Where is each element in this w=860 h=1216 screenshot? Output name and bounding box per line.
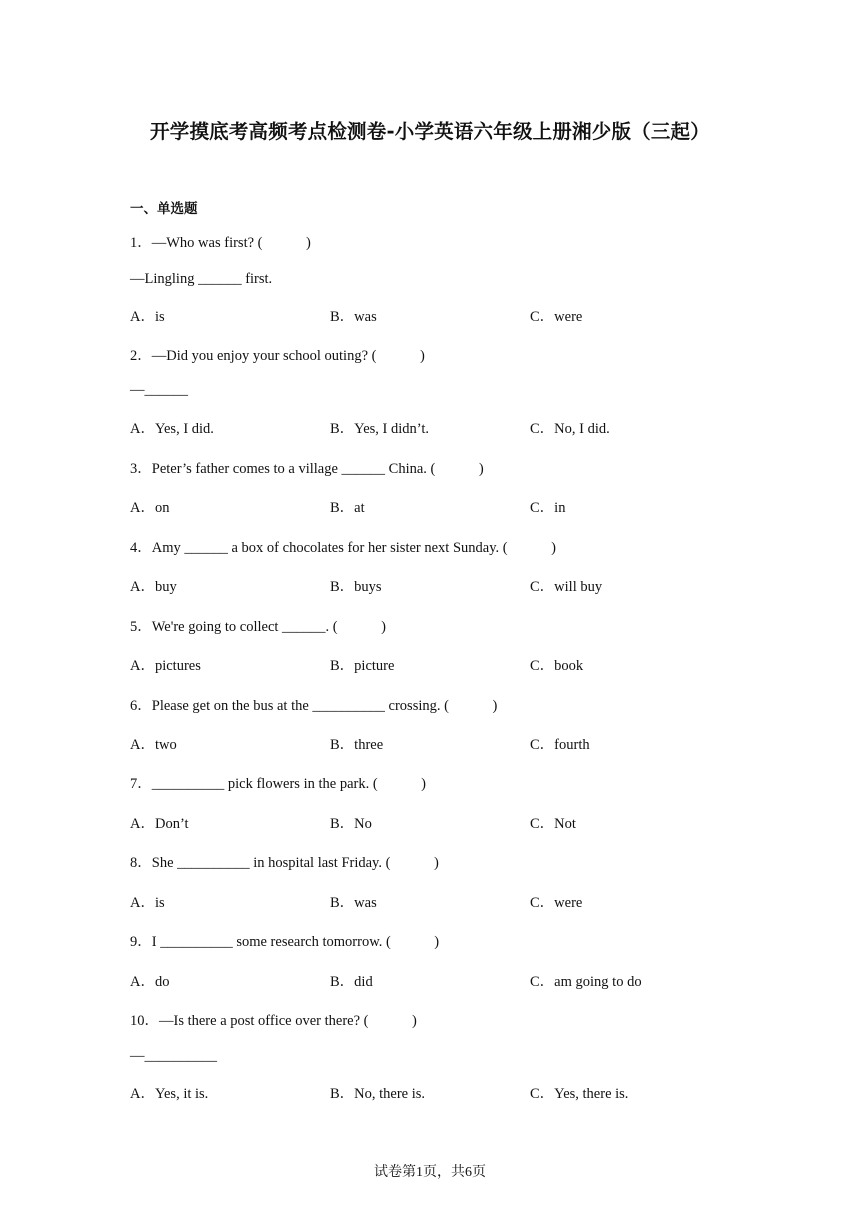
question-6-text: 6．Please get on the bus at the __________ crossing. ( ) xyxy=(130,698,498,714)
question-4-text: 4．Amy ______ a box of chocolates for her sister next Sunday. ( ) xyxy=(130,540,556,556)
option-c: C．fourth xyxy=(530,737,590,753)
question-3-text: 3．Peter’s father comes to a village ______ China. ( ) xyxy=(130,461,484,477)
question-2-answer-line: —______ xyxy=(130,382,188,398)
option-a: A．Don’t xyxy=(130,816,189,832)
question-5-text: 5．We're going to collect ______. ( ) xyxy=(130,619,386,635)
option-c: C．were xyxy=(530,309,583,325)
option-c: C．am going to do xyxy=(530,974,642,990)
option-a: A．do xyxy=(130,974,170,990)
question-10-answer-line: —__________ xyxy=(130,1048,217,1064)
option-a: A．on xyxy=(130,500,170,516)
option-b: B．picture xyxy=(330,658,395,674)
section-heading: 一、单选题 xyxy=(130,201,198,217)
option-a: A．buy xyxy=(130,579,177,595)
question-9-text: 9．I __________ some research tomorrow. ( ) xyxy=(130,934,440,950)
option-b: B．was xyxy=(330,895,377,911)
option-c: C．in xyxy=(530,500,566,516)
option-a: A．is xyxy=(130,309,165,325)
option-c: C．Yes, there is. xyxy=(530,1086,629,1102)
question-2-text: 2．—Did you enjoy your school outing? ( ) xyxy=(130,348,425,364)
question-1-text: 1．—Who was first? ( ) xyxy=(130,235,311,251)
option-b: B．three xyxy=(330,737,384,753)
page-title: 开学摸底考高频考点检测卷-小学英语六年级上册湘少版（三起） xyxy=(150,120,710,143)
page-footer: 试卷第1页，共6页 xyxy=(374,1165,486,1180)
question-10-text: 10．—Is there a post office over there? ( ) xyxy=(130,1013,417,1029)
option-b: B．at xyxy=(330,500,365,516)
option-b: B．buys xyxy=(330,579,382,595)
option-b: B．No, there is. xyxy=(330,1086,426,1102)
option-b: B．Yes, I didn’t. xyxy=(330,421,429,437)
option-b: B．was xyxy=(330,309,377,325)
question-8-text: 8．She __________ in hospital last Friday. ( ) xyxy=(130,855,439,871)
option-c: C．book xyxy=(530,658,584,674)
question-1-answer-line: —Lingling ______ first. xyxy=(130,271,273,287)
option-b: B．did xyxy=(330,974,373,990)
option-c: C．Not xyxy=(530,816,576,832)
option-b: B．No xyxy=(330,816,372,832)
option-a: A．Yes, I did. xyxy=(130,421,214,437)
option-a: A．two xyxy=(130,737,177,753)
question-7-text: 7．__________ pick flowers in the park. ( ) xyxy=(130,776,426,792)
option-c: C．No, I did. xyxy=(530,421,610,437)
option-a: A．Yes, it is. xyxy=(130,1086,209,1102)
option-c: C．will buy xyxy=(530,579,603,595)
option-a: A．is xyxy=(130,895,165,911)
option-a: A．pictures xyxy=(130,658,201,674)
option-c: C．were xyxy=(530,895,583,911)
